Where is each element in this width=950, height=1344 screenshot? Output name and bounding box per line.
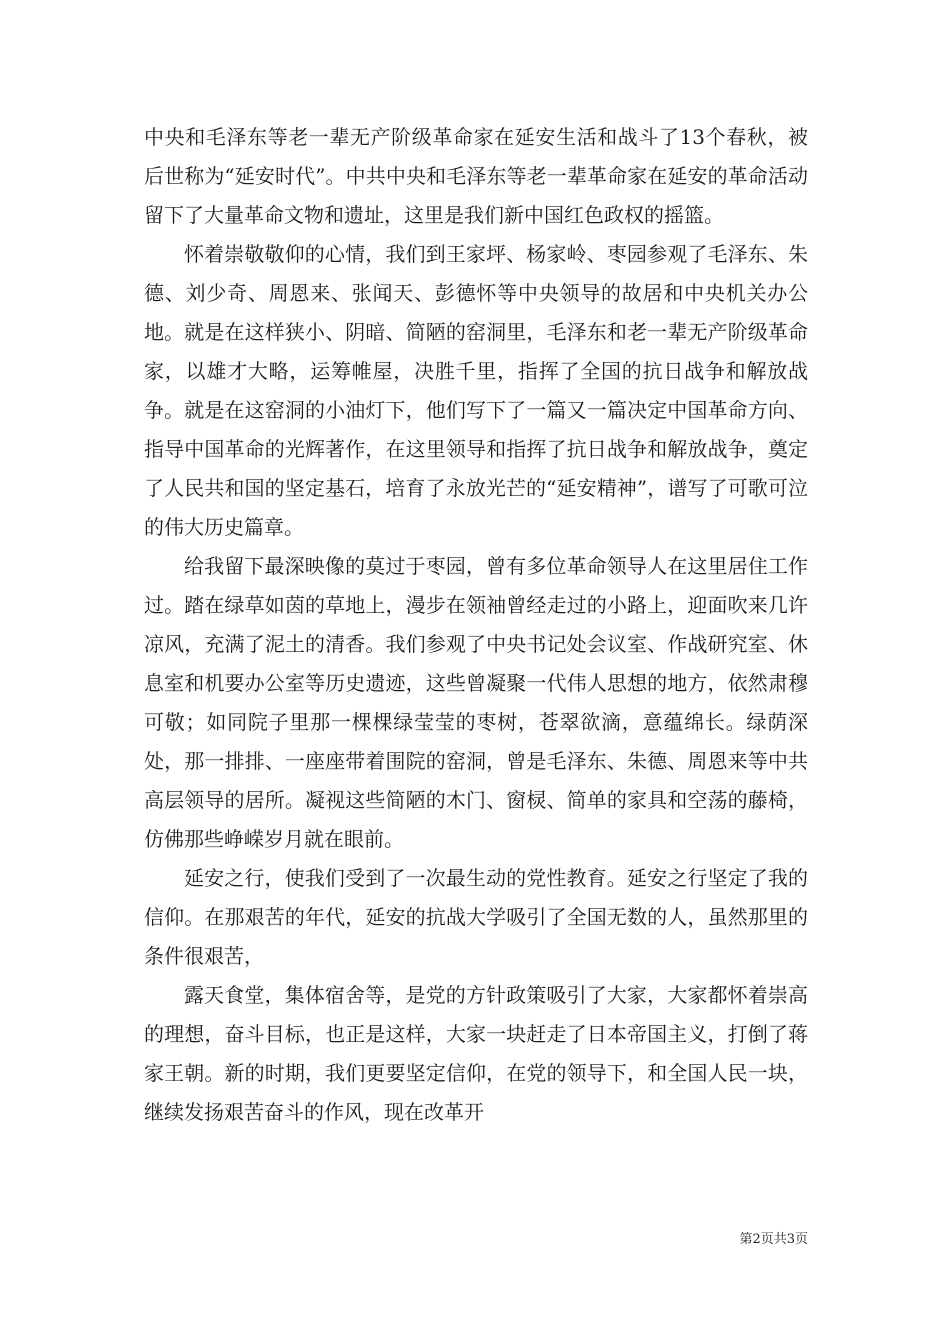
paragraph-continuation: 中央和毛泽东等老一辈无产阶级革命家在延安生活和战斗了13个春秋，被后世称为“延安时代”。中共中央和毛泽东等老一辈革命家在延安的革命活动留下了大量革命文物和遗址，这里是我们新中国红色政权的摇篮。: [144, 125, 808, 227]
paragraph: 露天食堂，集体宿舍等，是党的方针政策吸引了大家，大家都怀着崇高的理想，奋斗目标，也正是这样，大家一块赶走了日本帝国主义，打倒了蒋家王朝。新的时期，我们更要坚定信仰，在党的领导下，和全国人民一块，继续发扬艰苦奋斗的作风，现在改革开: [144, 983, 808, 1124]
body-text: [144, 118, 808, 1132]
paragraph: 延安之行，使我们受到了一次最生动的党性教育。延安之行坚定了我的信仰。在那艰苦的年代，延安的抗战大学吸引了全国无数的人，虽然那里的条件很艰苦，: [144, 866, 808, 968]
paragraph: 给我留下最深映像的莫过于枣园，曾有多位革命领导人在这里居住工作过。踏在绿草如茵的草地上，漫步在领袖曾经走过的小路上，迎面吹来几许凉风，充满了泥土的清香。我们参观了中央书记处会议室、作战研究室、休息室和机要办公室等历史遗迹，这些曾凝聚一代伟人思想的地方，依然肃穆可敬；如同院子里那一棵棵绿莹莹的枣树，苍翠欲滴，意蕴绵长。绿荫深处，那一排排、一座座带着围院的窑洞，曾是毛泽东、朱德、周恩来等中共高层领导的居所。凝视这些简陋的木门、窗棂、简单的家具和空荡的藤椅，仿佛那些峥嵘岁月就在眼前。: [144, 554, 808, 851]
page-number: 第2页共3页: [739, 1232, 808, 1247]
paragraph: 怀着崇敬敬仰的心情，我们到王家坪、杨家岭、枣园参观了毛泽东、朱德、刘少奇、周恩来、张闻天、彭德怀等中央领导的故居和中央机关办公地。就是在这样狭小、阴暗、简陋的窑洞里，毛泽东和老一辈无产阶级革命家，以雄才大略，运筹帷屋，决胜千里，指挥了全国的抗日战争和解放战争。就是在这窑洞的小油灯下，他们写下了一篇又一篇决定中国革命方向、指导中国革命的光辉著作，在这里领导和指挥了抗日战争和解放战争，奠定了人民共和国的坚定基石，培育了永放光芒的“延安精神”，谱写了可歌可泣的伟大历史篇章。: [144, 242, 808, 539]
